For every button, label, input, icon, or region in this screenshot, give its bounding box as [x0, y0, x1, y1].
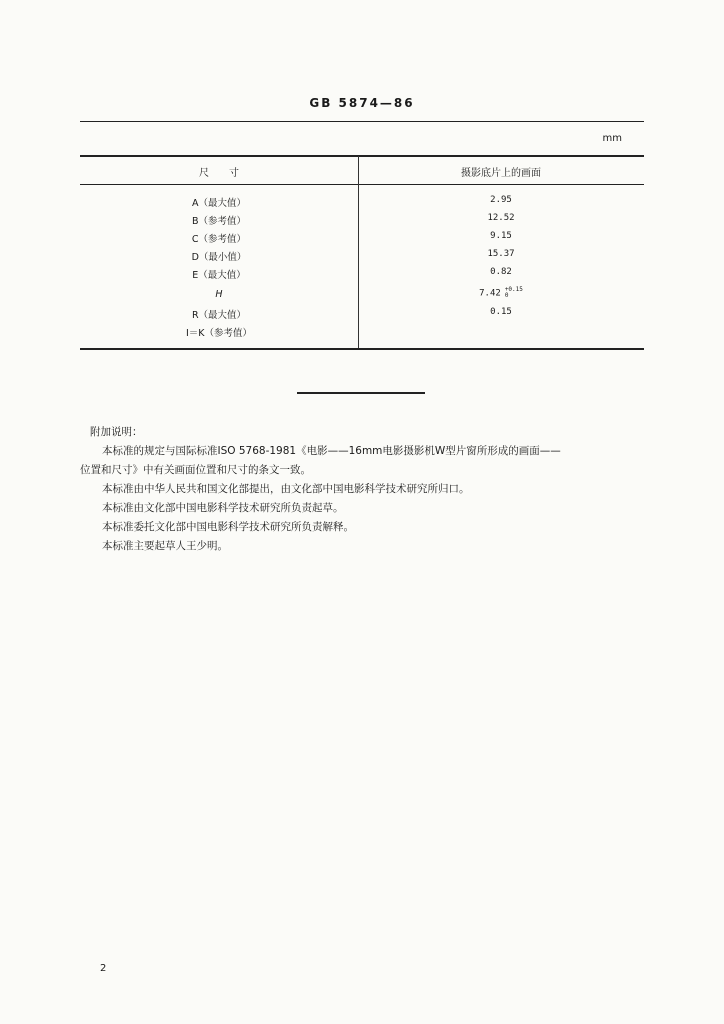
page-number: 2	[100, 963, 107, 974]
table-header-rule	[80, 184, 644, 185]
table-row	[80, 267, 644, 285]
end-rule	[297, 392, 425, 394]
table-row	[80, 213, 644, 231]
table-row	[80, 307, 644, 325]
dimension-cell: R（最大值）	[191, 310, 247, 321]
value-cell	[358, 287, 644, 299]
tolerance-upper: +0.15	[504, 286, 523, 293]
dimension-cell: A（最大值）	[192, 198, 246, 209]
table-top-rule	[80, 155, 644, 157]
notes-line: 本标准的规定与国际标准ISO 5768-1981《电影——16mm电影摄影机W型片窗所形成的画面——	[102, 445, 561, 457]
table-row	[80, 285, 644, 307]
notes-line: 本标准由中华人民共和国文化部提出，由文化部中国电影科学技术研究所归口。	[102, 483, 470, 495]
table-bottom-rule	[80, 348, 644, 350]
dimension-cell: H	[215, 289, 223, 300]
value-cell: 15.37	[487, 249, 515, 259]
value-nominal: 7.42	[479, 288, 501, 299]
dimension-cell: I＝K（参考值）	[185, 328, 253, 339]
dimension-cell: C（参考值）	[191, 234, 247, 245]
table-row	[80, 325, 644, 343]
value-cell: 0.82	[490, 267, 512, 277]
table-row	[80, 249, 644, 267]
notes-line: 本标准主要起草人王少明。	[102, 540, 228, 552]
notes-line: 本标准由文化部中国电影科学技术研究所负责起草。	[102, 502, 344, 514]
value-cell: 9.15	[490, 231, 512, 241]
dimension-cell: B（参考值）	[191, 216, 247, 227]
value-cell: 12.52	[487, 213, 515, 223]
column-header-dimension: 尺 寸	[199, 168, 239, 179]
table-row	[80, 195, 644, 213]
additional-notes	[80, 423, 644, 556]
header-rule	[80, 121, 644, 122]
table-body	[80, 195, 644, 343]
table-row	[80, 231, 644, 249]
notes-line: 位置和尺寸》中有关画面位置和尺寸的条文一致。	[80, 464, 311, 476]
notes-line: 本标准委托文化部中国电影科学技术研究所负责解释。	[102, 521, 354, 533]
unit-label: mm	[602, 133, 622, 144]
tolerance	[505, 287, 523, 299]
notes-heading: 附加说明：	[90, 426, 143, 438]
standard-code: GB 5874—86	[309, 96, 415, 110]
dimension-cell: E（最大值）	[192, 270, 246, 281]
tolerance-lower: 0	[504, 292, 509, 299]
column-header-value: 摄影底片上的画面	[461, 168, 541, 179]
value-cell: 2.95	[490, 195, 512, 205]
value-cell: 0.15	[490, 307, 512, 317]
dimension-cell: D（最小值）	[191, 252, 247, 263]
